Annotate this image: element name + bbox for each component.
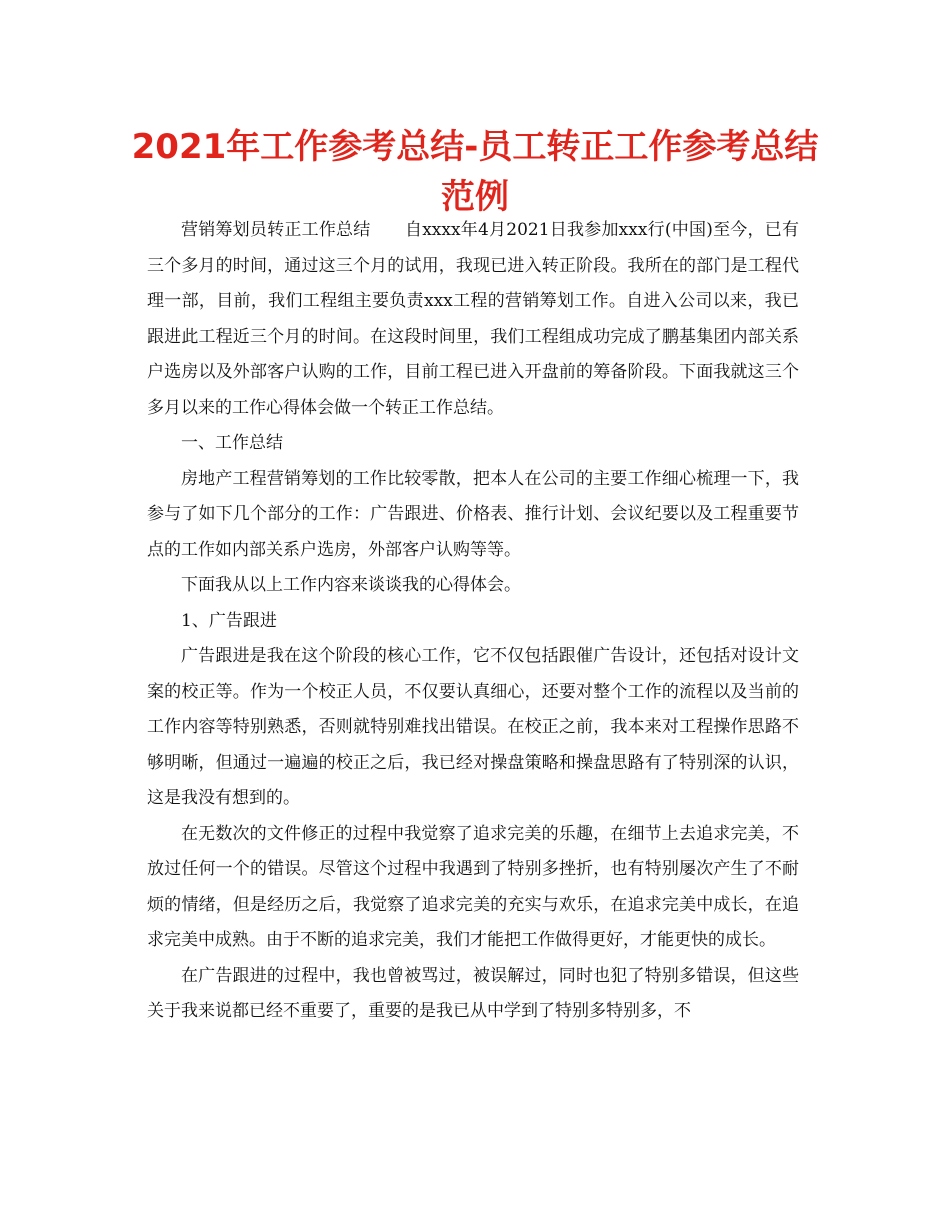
document-title: 2021年工作参考总结-员工转正工作参考总结范例 (131, 127, 819, 217)
subheading-ad-followup: 1、广告跟进 (181, 610, 277, 631)
section-heading-work-summary: 一、工作总结 (181, 433, 283, 453)
paragraph-lessons: 在广告跟进的过程中，我也曾被骂过，被误解过，同时也犯了特别多错误，但这些关于我来说都已经不重要了，重要的是我已从中学到了特别多特别多，不 (147, 965, 799, 1021)
paragraph-transition: 下面我从以上工作内容来谈谈我的心得体会。 (181, 575, 521, 595)
paragraph-perfection: 在无数次的文件修正的过程中我觉察了追求完美的乐趣，在细节上去追求完美，不放过任何一个的错误。尽管这个过程中我遇到了特别多挫折，也有特别屡次产生了不耐烦的情绪，但是经历之后，我觉察了追求完美的充实与欢乐，在追求完美中成长，在追求完美中成熟。由于不断的追求完美，我们才能把工作做得更好，才能更快的成长。 (147, 823, 799, 950)
paragraph-intro: 营销筹划员转正工作总结 自xxxx年4月2021日我参加xxx行(中国)至今，已有三个多月的时间，通过这三个月的试用，我现已进入转正阶段。我所在的部门是工程代理一部，目前，我们工程组主要负责xxx工程的营销筹划工作。自进入公司以来，我已跟进此工程近三个月的时间。在这段时间里，我们工程组成功完成了鹏基集团内部关系户选房以及外部客户认购的工作，目前工程已进入开盘前的筹备阶段。下面我就这三个多月以来的工作心得体会做一个转正工作总结。 (147, 220, 799, 418)
document-body (147, 213, 799, 1030)
paragraph-work-scope: 房地产工程营销筹划的工作比较零散，把本人在公司的主要工作细心梳理一下，我参与了如下几个部分的工作：广告跟进、价格表、推行计划、会议纪要以及工程重要节点的工作如内部关系户选房，外部客户认购等等。 (147, 468, 799, 560)
paragraph-ad-followup: 广告跟进是我在这个阶段的核心工作，它不仅包括跟催广告设计，还包括对设计文案的校正等。作为一个校正人员，不仅要认真细心，还要对整个工作的流程以及当前的工作内容等特别熟悉，否则就特别难找出错误。在校正之前，我本来对工程操作思路不够明晰，但通过一遍遍的校正之后，我已经对操盘策略和操盘思路有了特别深的认识，这是我没有想到的。 (147, 646, 799, 808)
